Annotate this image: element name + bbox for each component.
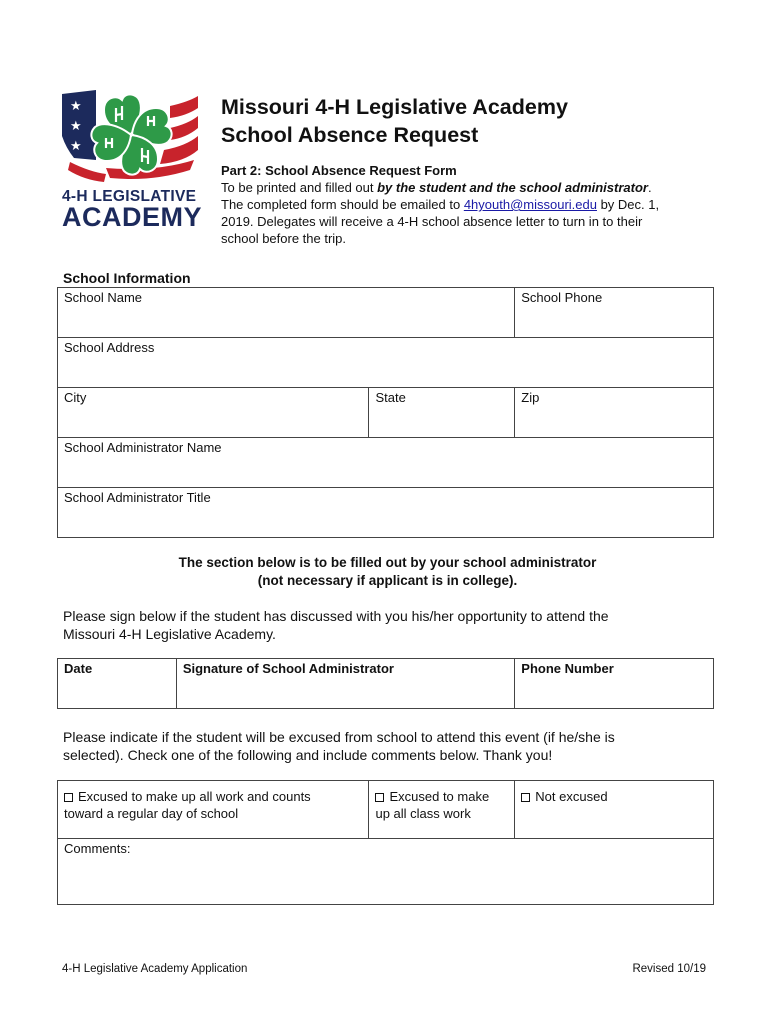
option3-line	[521, 788, 707, 805]
option3-text: Not excused	[535, 789, 608, 804]
admin-title-field[interactable]	[58, 488, 714, 538]
option2-text2: up all class work	[375, 806, 471, 821]
phone-number-label: Phone Number	[521, 661, 614, 676]
legislative-academy-logo	[60, 88, 202, 238]
svg-text:★: ★	[70, 139, 82, 154]
email-line-prefix: The completed form should be emailed to	[221, 197, 464, 212]
option1-text1: Excused to make up all work and counts	[78, 789, 311, 804]
checkbox-excused-counts[interactable]	[64, 793, 73, 802]
title-line-2: School Absence Request	[221, 123, 479, 147]
footer-left: 4-H Legislative Academy Application	[62, 963, 248, 975]
logo-text-line2: ACADEMY	[62, 202, 203, 232]
checkbox-not-excused[interactable]	[521, 793, 530, 802]
svg-text:★: ★	[70, 119, 82, 134]
school-name-label: School Name	[64, 290, 143, 305]
zip-field[interactable]	[515, 388, 714, 438]
svg-text:★: ★	[70, 99, 82, 114]
school-info-table	[57, 287, 714, 538]
admin-title-label: School Administrator Title	[64, 490, 211, 505]
delegates-line: 2019. Delegates will receive a 4-H school absence letter to turn in to their	[221, 214, 643, 229]
state-field[interactable]	[369, 388, 515, 438]
option-excused-makeup[interactable]	[369, 781, 515, 839]
sign-instructions	[63, 607, 713, 643]
email-line-suffix: by Dec. 1,	[596, 197, 660, 212]
intro-emphasis: by the student and the school administrator	[377, 180, 648, 195]
excuse-table	[57, 780, 714, 905]
intro-line	[221, 179, 701, 196]
signature-label: Signature of School Administrator	[182, 661, 394, 676]
city-label: City	[64, 390, 87, 405]
sign-line1: Please sign below if the student has discussed with you his/her opportunity to attend the	[63, 608, 609, 624]
admin-name-label: School Administrator Name	[64, 440, 222, 455]
phone-number-field[interactable]	[515, 659, 714, 709]
school-address-label: School Address	[64, 340, 155, 355]
comments-label: Comments:	[64, 841, 131, 856]
date-field[interactable]	[58, 659, 177, 709]
option-excused-counts[interactable]	[58, 781, 369, 839]
option1-line1	[64, 788, 362, 805]
excuse-instructions	[63, 728, 713, 764]
intro-prefix: To be printed and filled out	[221, 180, 378, 195]
date-label: Date	[64, 661, 93, 676]
comments-field[interactable]	[58, 839, 714, 905]
email-link[interactable]: 4hyouth@missouri.edu	[463, 197, 597, 212]
admin-name-field[interactable]	[58, 438, 714, 488]
option2-text1: Excused to make	[389, 789, 490, 804]
logo-text-line1: 4-H LEGISLATIVE	[62, 188, 197, 205]
school-address-field[interactable]	[58, 338, 714, 388]
zip-label: Zip	[521, 390, 540, 405]
footer-right: Revised 10/19	[632, 963, 706, 975]
trip-line: school before the trip.	[221, 231, 347, 246]
school-phone-label: School Phone	[521, 290, 603, 305]
clover-flag-emblem	[60, 88, 202, 188]
school-name-field[interactable]	[58, 288, 515, 338]
email-line	[221, 196, 701, 213]
city-field[interactable]	[58, 388, 369, 438]
intro-suffix: .	[647, 180, 652, 195]
header-instructions	[221, 162, 701, 247]
admin-section-note	[60, 554, 715, 590]
option1-text2: toward a regular day of school	[64, 806, 239, 821]
signature-field[interactable]	[176, 659, 514, 709]
admin-note-line2: (not necessary if applicant is in college).	[257, 573, 518, 588]
school-phone-field[interactable]	[515, 288, 714, 338]
part-label: Part 2: School Absence Request Form	[221, 163, 457, 178]
option-not-excused[interactable]	[515, 781, 714, 839]
excuse-line2: selected). Check one of the following and include comments below. Thank you!	[63, 747, 553, 763]
signature-table	[57, 658, 714, 709]
title-line-1: Missouri 4-H Legislative Academy	[221, 95, 568, 119]
sign-line2: Missouri 4-H Legislative Academy.	[63, 626, 276, 642]
admin-note-line1: The section below is to be filled out by your school administrator	[178, 555, 597, 570]
page-title	[221, 93, 568, 149]
school-info-heading: School Information	[63, 270, 191, 286]
option2-line1	[375, 788, 508, 805]
state-label: State	[375, 390, 406, 405]
excuse-line1: Please indicate if the student will be excused from school to attend this event (if he/she is	[63, 729, 615, 745]
checkbox-excused-makeup[interactable]	[375, 793, 384, 802]
